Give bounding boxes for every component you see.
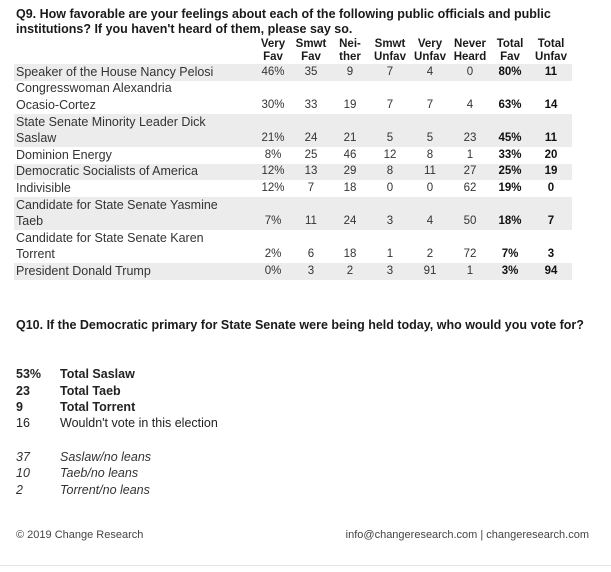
row-value: 94	[530, 263, 572, 280]
table-row	[14, 247, 572, 264]
row-value: 7	[426, 98, 434, 111]
table-row	[14, 130, 572, 147]
row-label: Congresswoman Alexandria	[16, 81, 172, 96]
q10-result-label: Wouldn't vote in this election	[60, 416, 218, 430]
row-value: 35	[292, 64, 330, 81]
col-header-total-unfav: Total Unfav	[535, 38, 567, 63]
row-value: 11	[530, 64, 572, 81]
row-value	[292, 197, 330, 214]
row-value	[410, 81, 450, 98]
table-row	[14, 97, 572, 114]
q10-result-value: 9	[16, 400, 23, 414]
col-header-smwt-fav: Smwt Fav	[295, 38, 327, 63]
row-value: 11	[410, 164, 450, 181]
row-value: 3	[370, 213, 410, 230]
row-value: 25%	[490, 164, 530, 181]
row-value: 72	[463, 248, 477, 261]
row-value: 0	[547, 181, 555, 194]
row-value	[530, 81, 572, 98]
row-value: 12	[383, 148, 397, 161]
row-value	[450, 114, 490, 131]
row-value	[530, 197, 572, 214]
footer-copyright: © 2019 Change Research	[16, 529, 144, 541]
row-value	[330, 230, 370, 247]
row-value: 18%	[490, 213, 530, 230]
row-value	[530, 114, 572, 131]
row-value: 0	[426, 181, 434, 194]
row-label: Indivisible	[16, 180, 71, 195]
row-value	[410, 230, 450, 247]
row-value	[330, 197, 370, 214]
row-value	[370, 81, 410, 98]
q10-result-label: Total Torrent	[60, 400, 136, 414]
row-value: 8%	[264, 148, 282, 161]
row-label: Torrent	[16, 247, 55, 262]
row-label: Candidate for State Senate Yasmine	[14, 197, 254, 214]
col-header-very-unfav: Very Unfav	[414, 38, 446, 63]
row-value: 8	[370, 164, 410, 181]
row-value: 21%	[254, 130, 292, 147]
row-label: Candidate for State Senate Karen	[16, 230, 204, 245]
row-value: 11	[530, 130, 572, 147]
q10-result-label: Total Taeb	[60, 384, 121, 398]
row-value	[450, 81, 490, 98]
row-value: 2	[426, 248, 434, 261]
row-value	[292, 81, 330, 98]
q10-result-item	[16, 366, 135, 383]
row-value: 1	[466, 148, 474, 161]
row-value: 3	[547, 248, 555, 261]
row-value: 6	[307, 248, 315, 261]
row-value: 14	[544, 98, 558, 111]
row-value: 12%	[261, 181, 285, 194]
table-row	[14, 197, 572, 214]
row-value: 5	[410, 130, 450, 147]
row-label: President Donald Trump	[14, 263, 254, 280]
q10-result-value: 23	[16, 384, 30, 398]
row-value: 4	[410, 64, 450, 81]
favorability-table	[14, 38, 572, 280]
q10-result-value: 10	[16, 466, 30, 480]
row-value: 23	[450, 130, 490, 147]
q10-result-item	[16, 399, 135, 416]
row-value: 45%	[490, 130, 530, 147]
col-header-neither: Nei- ther	[339, 38, 361, 63]
row-value: 19	[530, 164, 572, 181]
row-label: Saslaw	[14, 130, 254, 147]
row-value	[450, 197, 490, 214]
row-value	[330, 81, 370, 98]
row-value: 0	[450, 64, 490, 81]
table-row	[14, 230, 572, 247]
row-label: Speaker of the House Nancy Pelosi	[14, 64, 254, 81]
row-value	[490, 114, 530, 131]
row-value: 11	[292, 213, 330, 230]
row-value	[370, 197, 410, 214]
row-value: 24	[292, 130, 330, 147]
row-value	[370, 230, 410, 247]
row-value: 21	[330, 130, 370, 147]
row-value: 3	[292, 263, 330, 280]
row-value	[490, 81, 530, 98]
row-value: 4	[410, 213, 450, 230]
row-value	[254, 197, 292, 214]
row-value	[490, 230, 530, 247]
row-value: 4	[466, 98, 474, 111]
table-row	[14, 114, 572, 131]
row-value: 1	[386, 248, 394, 261]
row-value: 3	[370, 263, 410, 280]
row-value: 7	[386, 98, 394, 111]
row-value: 1	[450, 263, 490, 280]
row-value	[254, 81, 292, 98]
row-value: 27	[450, 164, 490, 181]
table-row	[14, 164, 572, 181]
row-value: 24	[330, 213, 370, 230]
q10-result-label: Saslaw/no leans	[60, 450, 152, 464]
row-value: 7	[307, 181, 315, 194]
row-value: 7	[370, 64, 410, 81]
row-value: 8	[426, 148, 434, 161]
table-row	[14, 213, 572, 230]
row-value: 3%	[490, 263, 530, 280]
bottom-divider	[0, 565, 611, 566]
q10-result-item	[16, 465, 138, 482]
row-value: 33%	[498, 148, 522, 161]
q10-result-value: 37	[16, 450, 30, 464]
row-value	[292, 114, 330, 131]
q10-question-title: Q10. If the Democratic primary for State Senate were being held today, who would you vote for?	[16, 318, 584, 332]
q10-result-label: Total Saslaw	[60, 367, 135, 381]
row-label: Dominion Energy	[16, 147, 112, 162]
q10-result-value: 16	[16, 416, 30, 430]
row-value	[292, 230, 330, 247]
row-value: 62	[463, 181, 477, 194]
row-value: 46%	[254, 64, 292, 81]
row-value: 13	[292, 164, 330, 181]
row-value: 5	[370, 130, 410, 147]
table-row	[14, 147, 572, 164]
table-row	[14, 64, 572, 81]
row-value	[410, 114, 450, 131]
row-value: 50	[450, 213, 490, 230]
row-value: 18	[343, 181, 357, 194]
row-value: 19	[343, 98, 357, 111]
row-value: 30%	[261, 98, 285, 111]
row-value	[450, 230, 490, 247]
row-value: 7	[530, 213, 572, 230]
row-value	[410, 197, 450, 214]
table-row	[14, 263, 572, 280]
q10-result-value: 53%	[16, 367, 42, 381]
table-header-row	[14, 38, 572, 64]
col-header-very-fav: Very Fav	[260, 38, 286, 63]
row-value: 0%	[254, 263, 292, 280]
q10-result-item	[16, 383, 121, 400]
q10-result-item	[16, 482, 150, 499]
row-value: 2%	[264, 248, 282, 261]
row-value: 29	[330, 164, 370, 181]
row-value: 46	[343, 148, 357, 161]
row-value: 12%	[254, 164, 292, 181]
row-value: 19%	[498, 181, 522, 194]
col-header-smwt-unfav: Smwt Unfav	[374, 38, 406, 63]
col-header-total-fav: Total Fav	[496, 38, 524, 63]
col-header-never-heard: Never Heard	[453, 38, 487, 63]
row-label: Democratic Socialists of America	[14, 164, 254, 181]
row-value: 63%	[498, 98, 522, 111]
row-value	[490, 197, 530, 214]
row-value	[254, 230, 292, 247]
row-value	[330, 114, 370, 131]
row-value: 25	[304, 148, 318, 161]
footer-contact: info@changeresearch.com | changeresearch.com	[345, 529, 589, 541]
row-value: 7%	[254, 213, 292, 230]
q10-result-value: 2	[16, 483, 23, 497]
q10-result-label: Torrent/no leans	[60, 483, 150, 497]
row-value: 7%	[501, 248, 519, 261]
q10-result-label: Taeb/no leans	[60, 466, 139, 480]
row-value	[254, 114, 292, 131]
row-value: 33	[304, 98, 318, 111]
row-label: Taeb	[14, 213, 254, 230]
row-label: State Senate Minority Leader Dick	[14, 114, 254, 131]
row-value: 9	[330, 64, 370, 81]
q10-result-item	[16, 415, 218, 432]
q10-result-item	[16, 449, 151, 466]
row-value: 18	[343, 248, 357, 261]
favorability-table-body	[14, 64, 572, 280]
row-value: 80%	[490, 64, 530, 81]
row-value	[370, 114, 410, 131]
row-value: 91	[410, 263, 450, 280]
q9-question-title: Q9. How favorable are your feelings about each of the following public officials and public institutions? If you haven't heard of them, please say so.	[16, 7, 551, 36]
table-row	[14, 81, 572, 98]
row-value: 2	[330, 263, 370, 280]
row-value: 0	[386, 181, 394, 194]
row-value: 20	[544, 148, 558, 161]
table-row	[14, 180, 572, 197]
row-value	[530, 230, 572, 247]
row-label: Ocasio-Cortez	[16, 97, 96, 112]
